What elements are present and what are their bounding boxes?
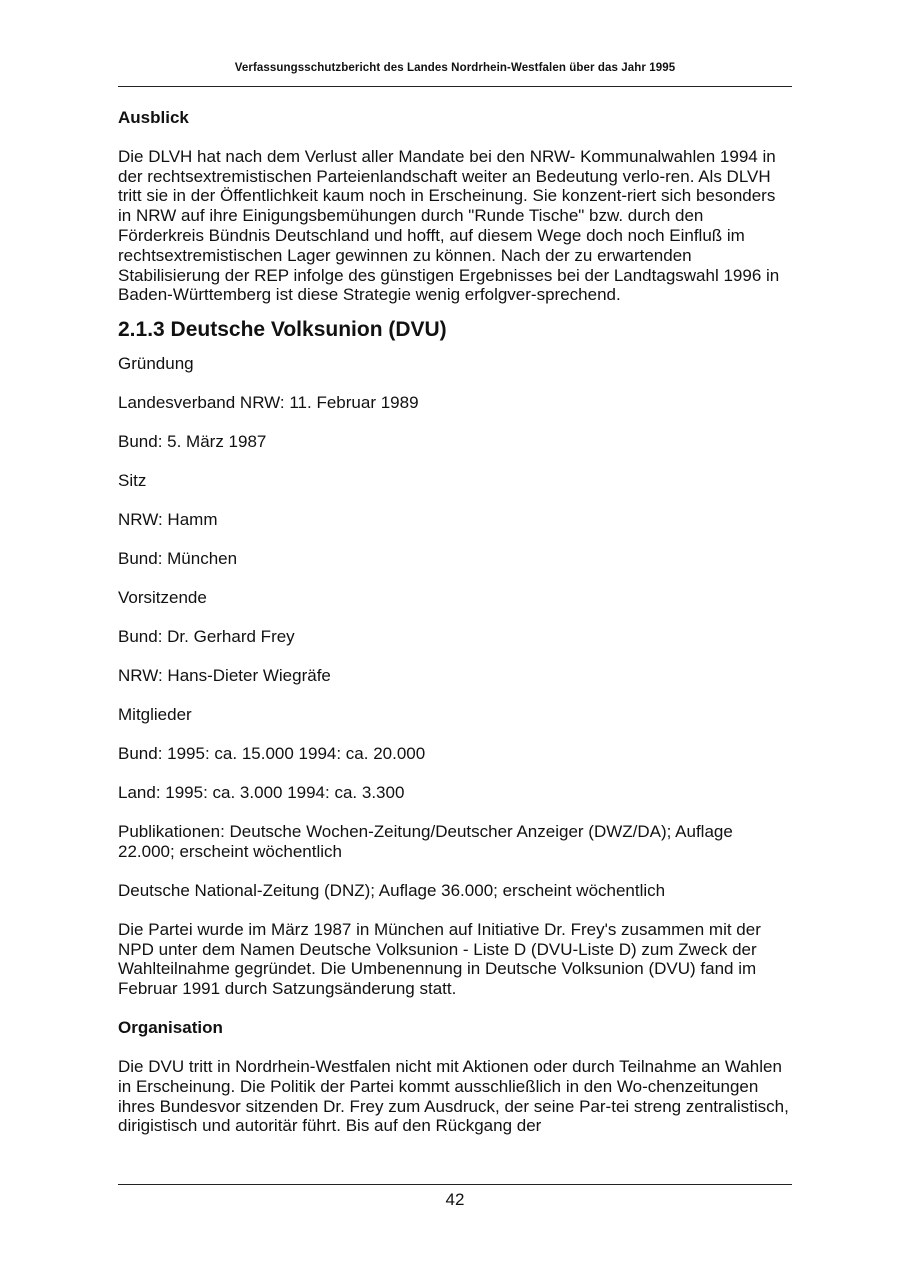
label-vorsitzende: Vorsitzende	[118, 588, 207, 608]
publikationen-dwz: Publikationen: Deutsche Wochen-Zeitung/Deutscher Anzeiger (DWZ/DA); Auflage 22.000; erscheint wöchentlich	[118, 821, 733, 861]
ausblick-heading: Ausblick	[118, 108, 189, 127]
header-rule	[118, 86, 792, 87]
organisation-heading: Organisation	[118, 1018, 223, 1038]
footer-rule	[118, 1184, 792, 1185]
publikationen-dnz: Deutsche National-Zeitung (DNZ); Auflage 36.000; erscheint wöchentlich	[118, 880, 666, 900]
sitz-nrw: NRW: Hamm	[118, 510, 218, 530]
gruendung-paragraph: Die Partei wurde im März 1987 in München auf Initiative Dr. Frey's zusammen mit der NPD unter dem Namen Deutsche Volksunion - Liste D (DVU-Liste D) zum Zweck der Wahlteilnahme gegründet. Die Umbenennung in Deutsche Volksunion (DVU) fand im Februar 1991 durch Satzungsänderung statt.	[118, 919, 761, 999]
page-content	[118, 108, 792, 1155]
vorsitzende-nrw: NRW: Hans-Dieter Wiegräfe	[118, 666, 331, 686]
mitglieder-bund: Bund: 1995: ca. 15.000 1994: ca. 20.000	[118, 744, 426, 764]
page-header: Verfassungsschutzbericht des Landes Nordrhein-Westfalen über das Jahr 1995	[234, 62, 676, 74]
label-sitz: Sitz	[118, 471, 147, 491]
organisation-paragraph: Die DVU tritt in Nordrhein-Westfalen nicht mit Aktionen oder durch Teilnahme an Wahlen in Erscheinung. Die Politik der Partei kommt ausschließlich in den Wo-chenzeitungen ihres Bundesvor sitzenden Dr. Frey zum Ausdruck, der seine Par-tei streng zentralistisch, dirigistisch und autoritär führt. Bis auf den Rückgang der	[118, 1056, 789, 1136]
label-mitglieder: Mitglieder	[118, 705, 192, 725]
page-number: 42	[445, 1190, 465, 1209]
section-heading-dvu: 2.1.3 Deutsche Volksunion (DVU)	[118, 318, 447, 342]
gruendung-bund: Bund: 5. März 1987	[118, 432, 267, 452]
ausblick-paragraph: Die DLVH hat nach dem Verlust aller Mandate bei den NRW- Kommunalwahlen 1994 in der rechtsextremistischen Parteienlandschaft weiter an Bedeutung verlo-ren. Als DLVH tritt sie in der Öffentlichkeit kaum noch in Erscheinung. Sie konzent-riert sich besonders in NRW auf ihre Einigungsbemühungen durch "Runde Tische" bzw. durch den Förderkreis Bündnis Deutschland und hofft, auf diesem Wege doch noch Einfluß im rechtsextremistischen Lager gewinnen zu können. Nach der zu erwartenden Stabilisierung der REP infolge des günstigen Ergebnisses bei der Landtagswahl 1996 in Baden-Württemberg ist diese Strategie wenig erfolgver-sprechend.	[118, 146, 780, 305]
vorsitzende-bund: Bund: Dr. Gerhard Frey	[118, 627, 295, 647]
mitglieder-land: Land: 1995: ca. 3.000 1994: ca. 3.300	[118, 783, 405, 802]
label-gruendung: Gründung	[118, 354, 194, 374]
sitz-bund: Bund: München	[118, 549, 238, 569]
gruendung-landesverband: Landesverband NRW: 11. Februar 1989	[118, 393, 419, 413]
